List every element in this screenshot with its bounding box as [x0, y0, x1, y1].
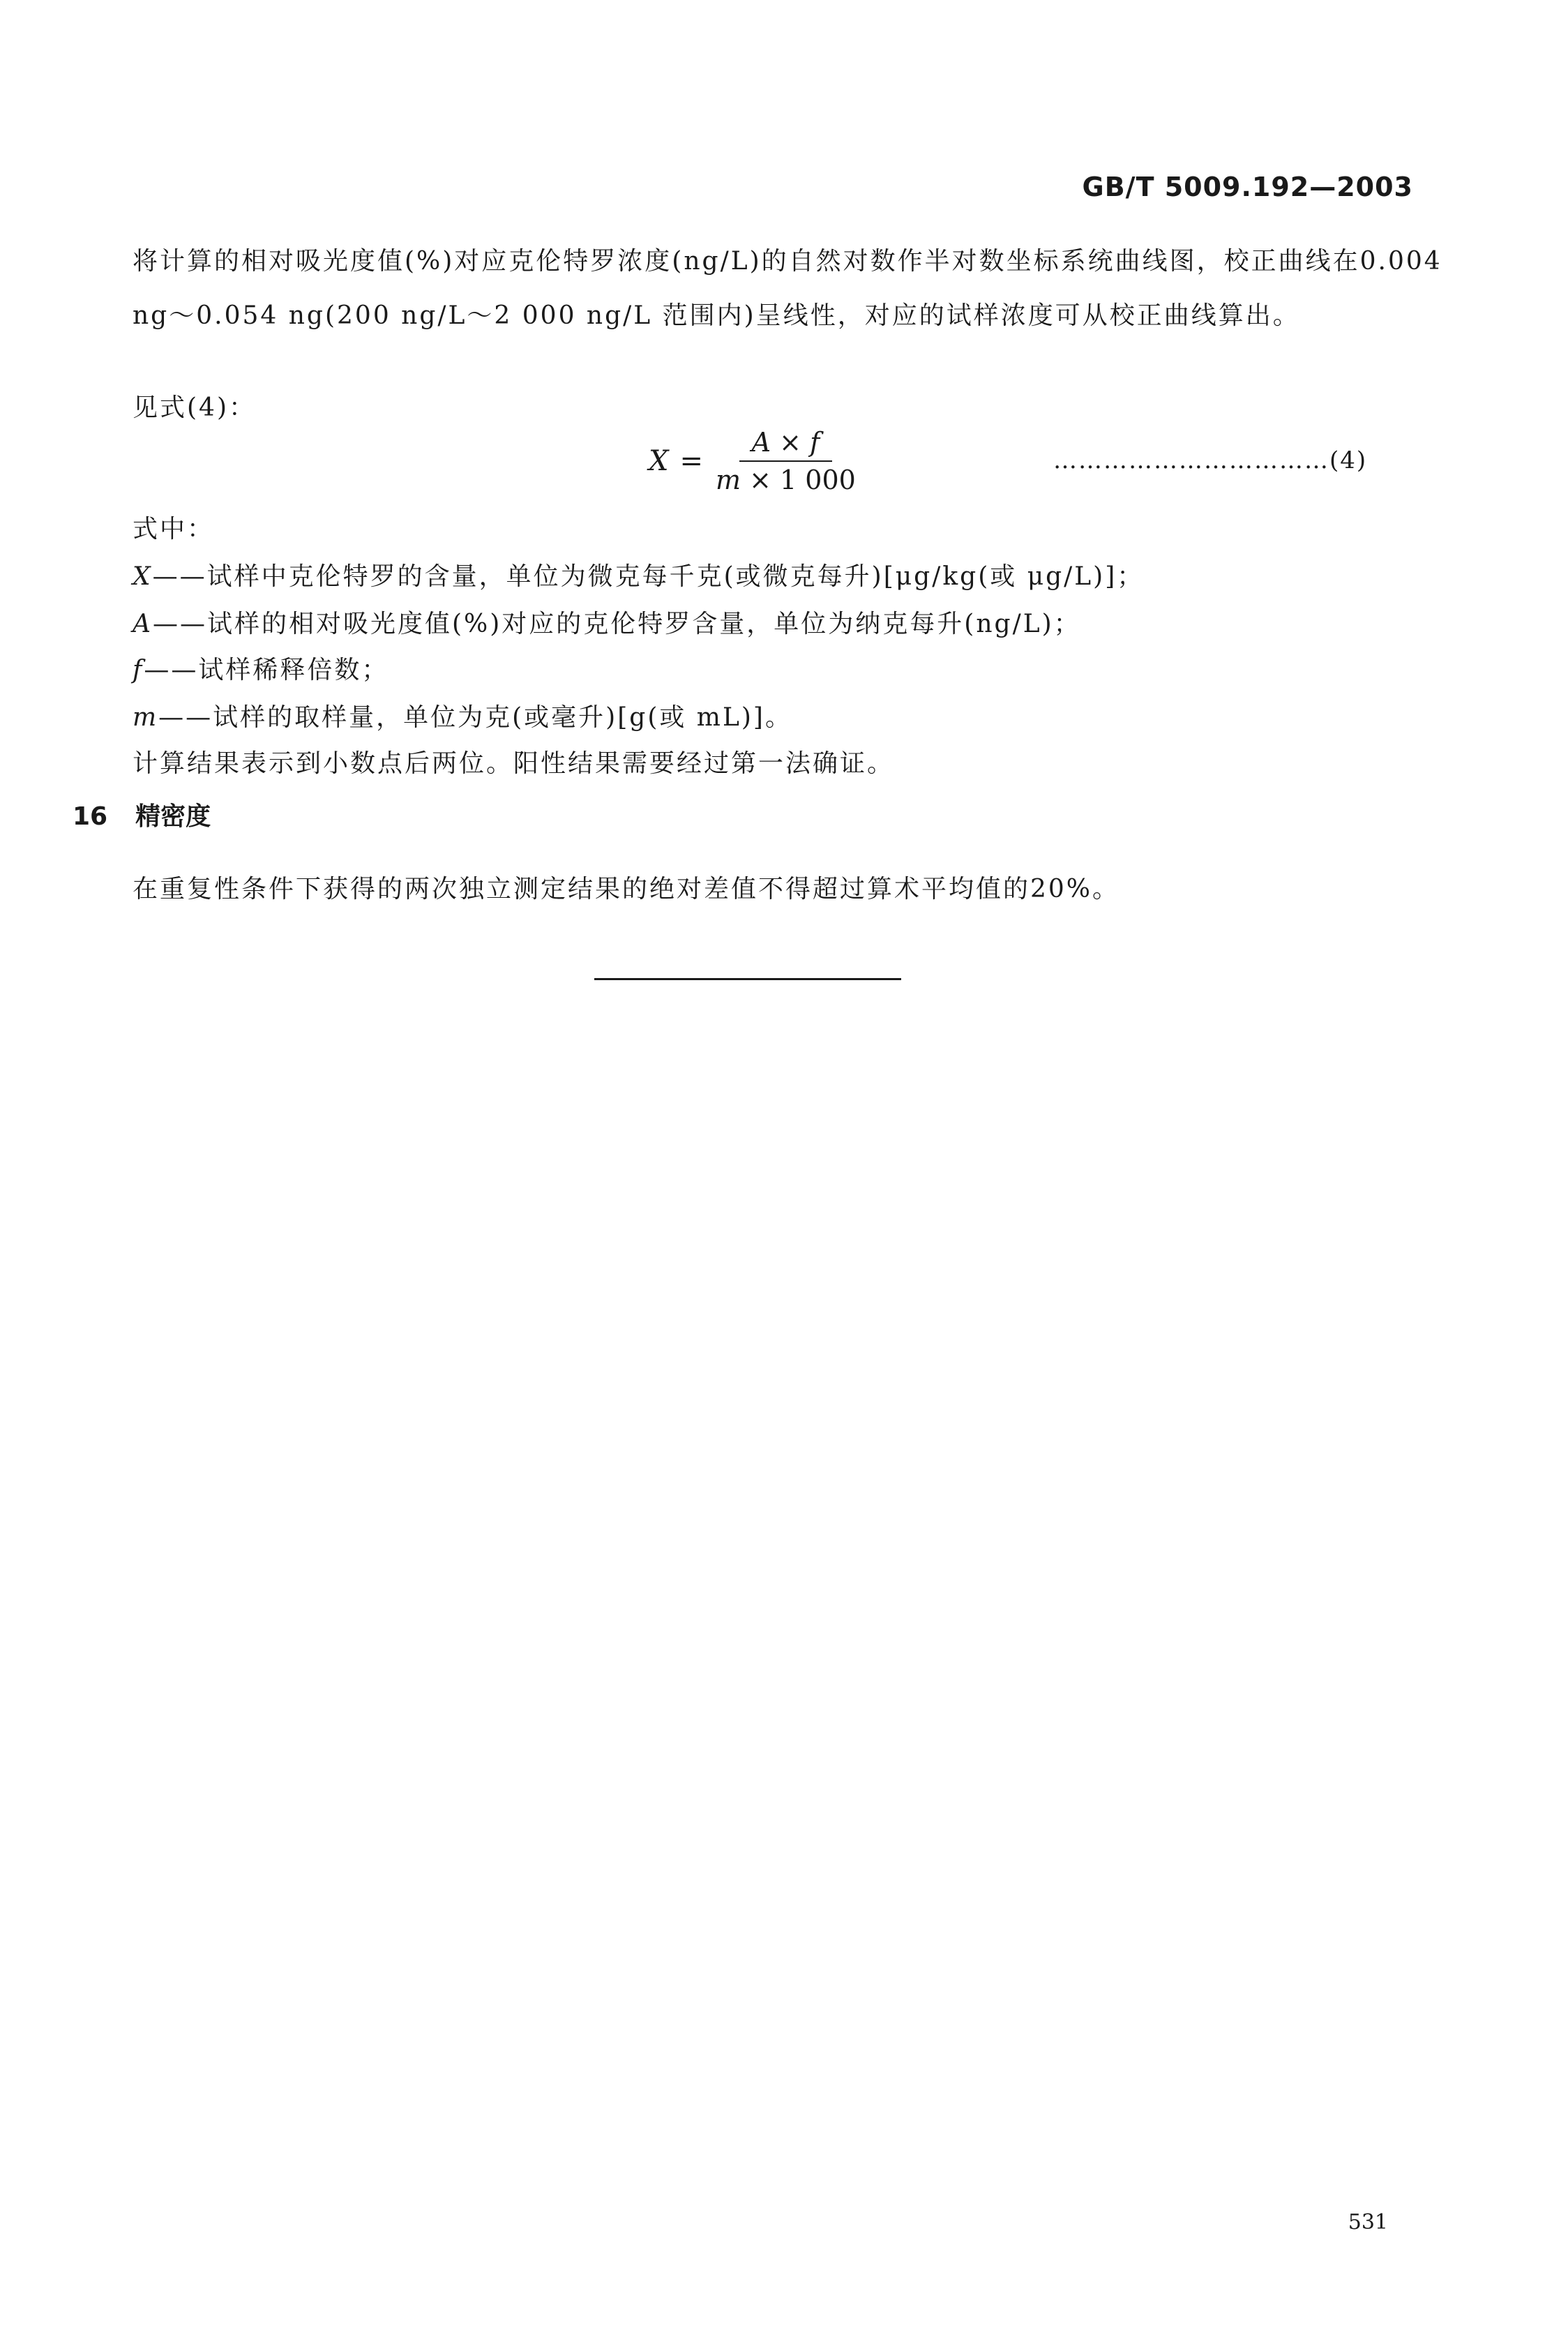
- calculation-paragraph: 将计算的相对吸光度值(%)对应克伦特罗浓度(ng/L)的自然对数作半对数坐标系统曲线图，校正曲线在0.004 ng～0.054 ng(200 ng/L～2 000 ng/L 范围内)呈线性，对应的试样浓度可从校正曲线算出。: [133, 247, 1442, 330]
- definitions-intro: 式中：: [133, 515, 215, 543]
- see-formula-text: 见式(4)：: [133, 393, 256, 422]
- standard-code: GB/T 5009.192—2003: [1082, 172, 1413, 202]
- result-note: 计算结果表示到小数点后两位。阳性结果需要经过第一法确证。: [133, 749, 895, 778]
- definition-item-a: [133, 604, 1081, 640]
- formula-numerator: A × f: [739, 427, 833, 462]
- formula-equals: =: [679, 445, 703, 477]
- definition-symbol: X: [133, 562, 153, 591]
- definition-symbol: f: [133, 656, 144, 684]
- definition-symbol: m: [133, 703, 159, 732]
- definition-text: ——试样稀释倍数；: [144, 656, 389, 684]
- formula-denominator: [716, 462, 856, 495]
- formula-4: [649, 427, 856, 495]
- definition-item-m: [133, 698, 792, 733]
- section-heading: [73, 797, 211, 832]
- formula-number: ……………………………(4): [1053, 446, 1368, 474]
- formula-denominator-var: m: [716, 465, 741, 495]
- page-number: 531: [1348, 2210, 1388, 2234]
- definition-text: ——试样中克伦特罗的含量，单位为微克每千克(或微克每升)[μg/kg(或 μg/L)]；: [152, 562, 1145, 591]
- formula-fraction: [716, 427, 856, 495]
- definition-text: ——试样的相对吸光度值(%)对应的克伦特罗含量，单位为纳克每升(ng/L)；: [153, 610, 1081, 638]
- end-rule: [594, 978, 901, 980]
- section-number: 16: [73, 802, 108, 831]
- formula-denominator-rest: × 1 000: [741, 465, 856, 495]
- section-body: 在重复性条件下获得的两次独立测定结果的绝对差值不得超过算术平均值的20%。: [133, 875, 1120, 903]
- section-title: 精密度: [135, 802, 211, 831]
- definition-text: ——试样的取样量，单位为克(或毫升)[g(或 mL)]。: [158, 703, 792, 732]
- definition-item-x: [133, 557, 1144, 592]
- formula-lhs: X: [649, 445, 669, 477]
- definition-symbol: A: [133, 610, 153, 638]
- definition-item-f: [133, 650, 389, 686]
